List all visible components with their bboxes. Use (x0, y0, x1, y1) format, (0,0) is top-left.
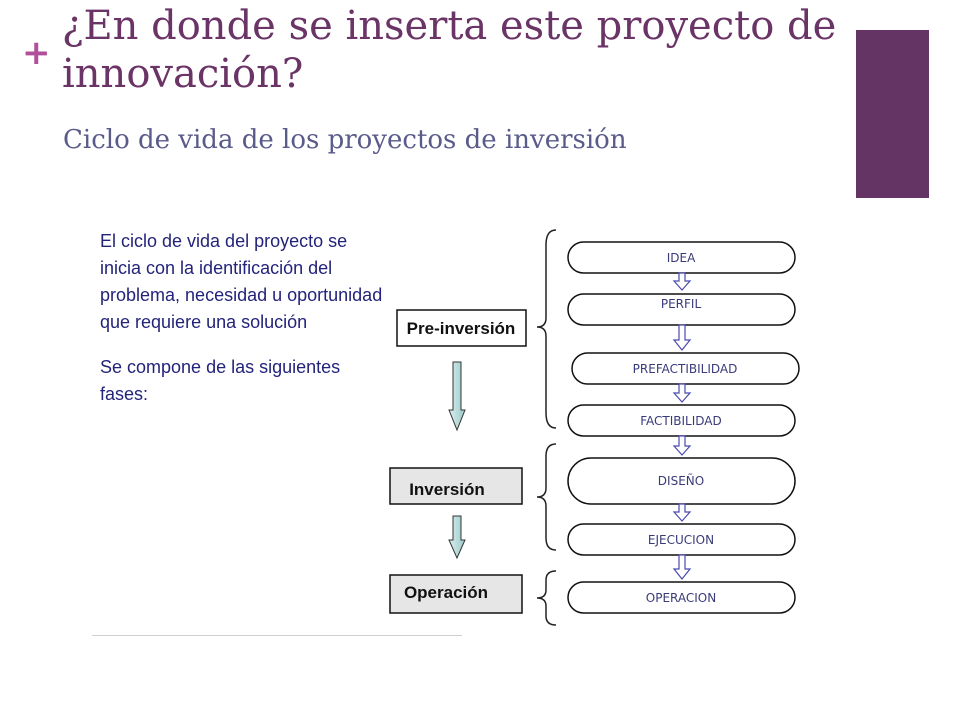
phase-label: OPERACION (645, 591, 717, 605)
stage-label-preinversion: Pre-inversión (406, 319, 516, 338)
connector-arrow-icon (674, 555, 690, 579)
plus-icon: + (22, 33, 51, 73)
phase-label: PREFACTIBILIDAD (632, 362, 738, 376)
phase-ejecucion (568, 524, 795, 555)
body-paragraph-intro: El ciclo de vida del proyecto se inicia con la identificación del problema, necesidad u oportunidad que requiere una solución (100, 231, 383, 332)
slide-subtitle: Ciclo de vida de los proyectos de inversión (63, 125, 627, 155)
connector-arrow-icon (674, 384, 690, 402)
stage-box-preinversion (397, 310, 526, 346)
connector-arrow-icon (674, 325, 690, 350)
connector-arrow-icon (674, 273, 690, 290)
brace-operacion (537, 571, 556, 625)
connector-arrow-icon (674, 436, 690, 455)
phase-operacion (568, 582, 795, 613)
slide-title: ¿En donde se inserta este proyecto de innovación? (62, 3, 837, 97)
stage-label-inversion: Inversión (409, 480, 485, 499)
stage-label-operacion: Operación (403, 583, 489, 602)
phase-diseno (568, 458, 795, 504)
body-paragraph-phases: Se compone de las siguientes fases: (100, 357, 341, 404)
phase-label: PERFIL (660, 297, 702, 311)
connector-arrow-icon (674, 504, 690, 521)
stage-down-arrow-icon (449, 362, 465, 430)
phase-label: IDEA (666, 251, 696, 265)
brace-inversion (537, 444, 556, 550)
phase-factibilidad (568, 405, 795, 436)
stage-box-inversion (390, 468, 522, 504)
brace-preinversion (537, 230, 556, 428)
phase-idea (568, 242, 795, 273)
stage-box-operacion (390, 575, 522, 613)
phase-label: FACTIBILIDAD (640, 414, 722, 428)
stage-down-arrow-icon (449, 516, 465, 558)
phase-label: DISEÑO (657, 474, 705, 488)
phase-perfil (568, 294, 795, 325)
phase-label: EJECUCION (647, 533, 715, 547)
phase-prefactibilidad (572, 353, 799, 384)
